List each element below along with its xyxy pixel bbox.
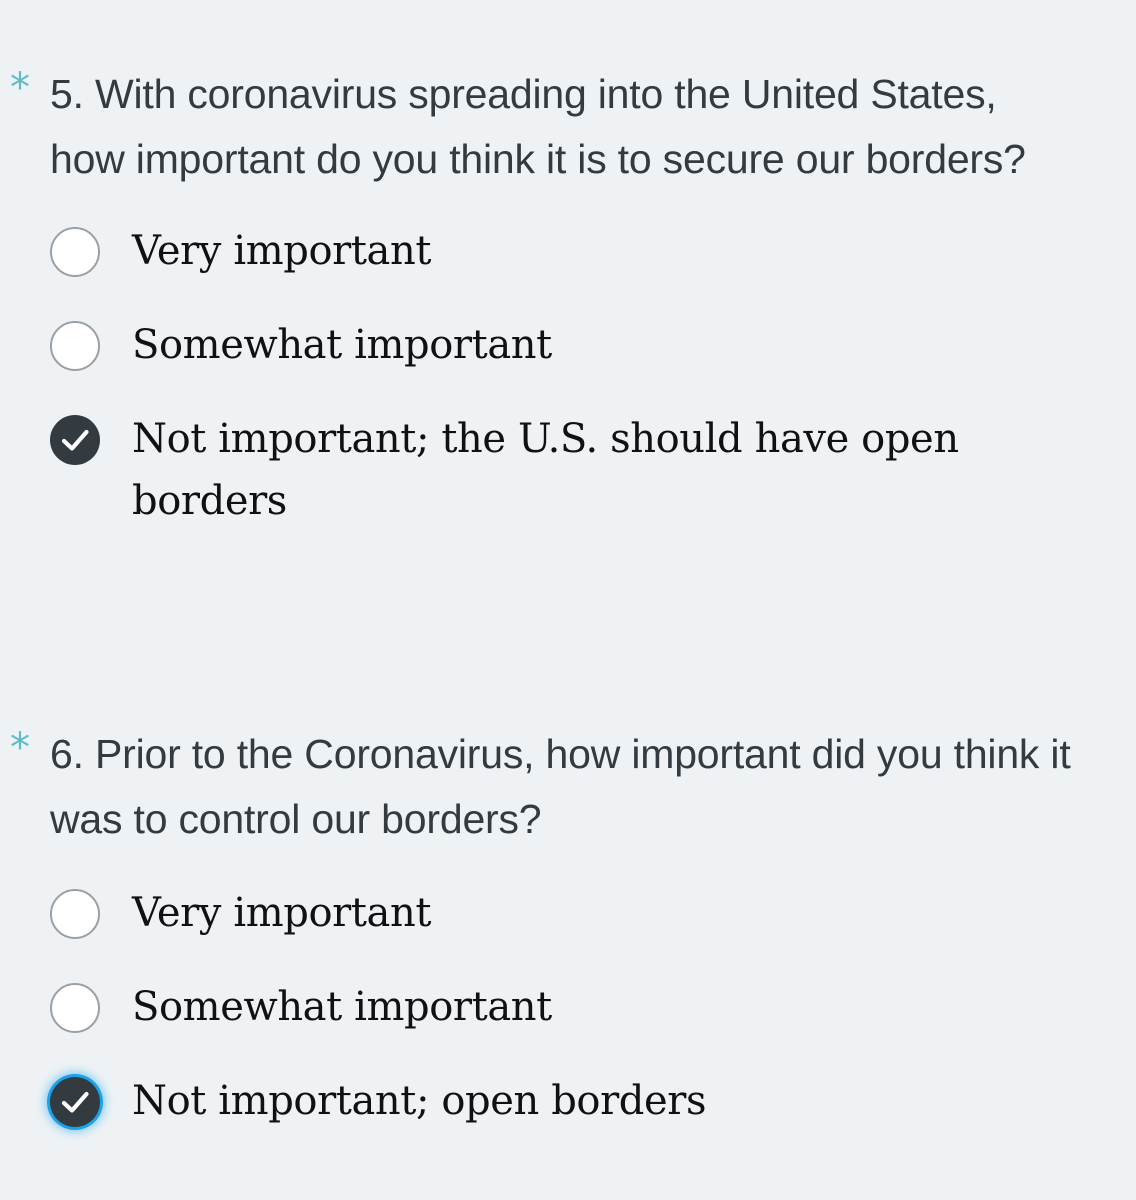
question-6-text: 6. Prior to the Coronavirus, how important did you think it was to control our borders?	[50, 731, 1071, 842]
question-6-options	[0, 888, 1136, 1132]
radio-button-selected[interactable]	[50, 415, 100, 465]
option-label[interactable]: Somewhat important	[132, 322, 552, 368]
question-5-options	[0, 226, 1136, 532]
question-5	[0, 62, 1136, 570]
option-q6-not-important[interactable]	[50, 1076, 1136, 1132]
checkmark-icon	[50, 1077, 100, 1127]
option-q5-somewhat-important[interactable]	[50, 320, 1136, 376]
option-q5-very-important[interactable]	[50, 226, 1136, 282]
option-label[interactable]: Not important; the U.S. should have open borders	[132, 416, 959, 524]
radio-button[interactable]	[50, 227, 100, 277]
option-q6-somewhat-important[interactable]	[50, 982, 1136, 1038]
option-label[interactable]: Not important; open borders	[132, 1078, 707, 1124]
option-label[interactable]: Very important	[132, 228, 432, 274]
option-label[interactable]: Somewhat important	[132, 984, 552, 1030]
checkmark-icon	[50, 415, 100, 465]
question-header	[0, 722, 1080, 852]
question-6	[0, 722, 1136, 1170]
option-label[interactable]: Very important	[132, 890, 432, 936]
required-asterisk-icon: *	[10, 725, 30, 771]
required-asterisk-icon: *	[10, 65, 30, 111]
question-header	[0, 62, 1080, 192]
radio-button[interactable]	[50, 321, 100, 371]
radio-button-selected[interactable]	[50, 1077, 100, 1127]
question-5-text: 5. With coronavirus spreading into the United States, how important do you think it is to secure our borders?	[50, 71, 1026, 182]
option-q5-not-important[interactable]	[50, 414, 1136, 532]
option-q6-very-important[interactable]	[50, 888, 1136, 944]
radio-button[interactable]	[50, 983, 100, 1033]
radio-button[interactable]	[50, 889, 100, 939]
